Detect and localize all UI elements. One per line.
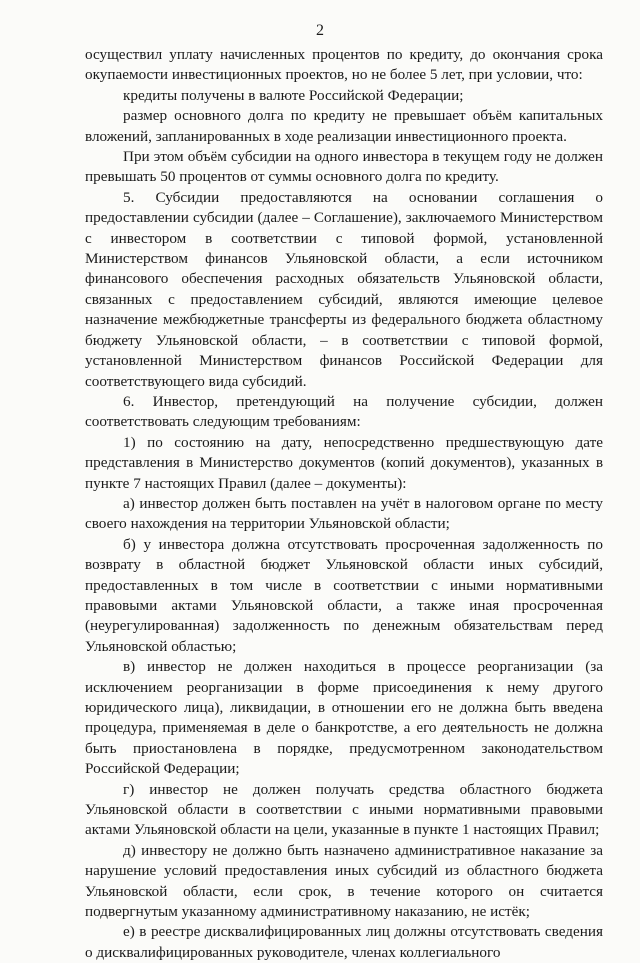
paragraph: б) у инвестора должна отсутствовать просроченная задолженность по возврату в областной бюджет Ульяновской области иных субсидий, предоставленных в том числе в соответствии с иными нормативными правовыми актами Ульяновской области, а также иная просроченная (неурегулированная) задолженность по денежным обязательствам перед Ульяновской областью; bbox=[85, 535, 603, 655]
paragraph: е) в реестре дисквалифицированных лиц должны отсутствовать сведения о дисквалифицированных руководителе, членах коллегиального bbox=[85, 923, 603, 961]
paragraph: 5. Субсидии предоставляются на основании соглашения о предоставлении субсидии (далее – Соглашение), заключаемого Министерством с инвестором в соответствии с типовой формой, установленной Министерством финансов Ульяновской области, а если источником финансового обеспечения расходных обязательств Ульяновской области, связанных с предоставлением субсидий, являются имеющие целевое назначение межбюджетные трансферты из федерального бюджета областному бюджету Ульяновской области, – в соответствии с типовой формой, установленной Министерством финансов Российской Федерации для соответствующего вида субсидий. bbox=[85, 188, 603, 390]
document-body bbox=[85, 45, 603, 963]
paragraph: в) инвестор не должен находиться в процессе реорганизации (за исключением реорганизации в форме присоединения к нему другого юридического лица), ликвидации, в отношении его не должна быть введена процедура, применяемая в деле о банкротстве, а его деятельность не должна быть приостановлена в порядке, предусмотренном законодательством Российской Федерации; bbox=[85, 658, 603, 778]
paragraph: кредиты получены в валюте Российской Федерации; bbox=[123, 86, 464, 104]
paragraph: 6. Инвестор, претендующий на получение субсидии, должен соответствовать следующим требованиям: bbox=[85, 392, 603, 431]
paragraph: размер основного долга по кредиту не превышает объём капитальных вложений, запланированных в ходе реализации инвестиционного проекта. bbox=[85, 107, 603, 145]
paragraph: осуществил уплату начисленных процентов по кредиту, до окончания срока окупаемости инвестиционных проектов, но не более 5 лет, при условии, что: bbox=[85, 46, 603, 84]
paragraph: г) инвестор не должен получать средства областного бюджета Ульяновской области в соответствии с иными нормативными правовыми актами Ульяновской области на цели, указанные в пункте 1 настоящих Правил; bbox=[85, 780, 603, 839]
paragraph: 1) по состоянию на дату, непосредственно предшествующую дате представления в Министерство документов (копий документов), указанных в пункте 7 настоящих Правил (далее – документы): bbox=[85, 433, 603, 492]
paragraph: а) инвестор должен быть поставлен на учёт в налоговом органе по месту своего нахождения на территории Ульяновской области; bbox=[85, 494, 603, 533]
paragraph: При этом объём субсидии на одного инвестора в текущем году не должен превышать 50 процентов от суммы основного долга по кредиту. bbox=[85, 148, 603, 186]
page-number: 2 bbox=[316, 22, 324, 39]
paragraph: д) инвестору не должно быть назначено административное наказание за нарушение условий предоставления иных субсидий из областного бюджета Ульяновской области, если срок, в течение которого он считается подвергнутым указанному административному наказанию, не истёк; bbox=[85, 841, 603, 921]
